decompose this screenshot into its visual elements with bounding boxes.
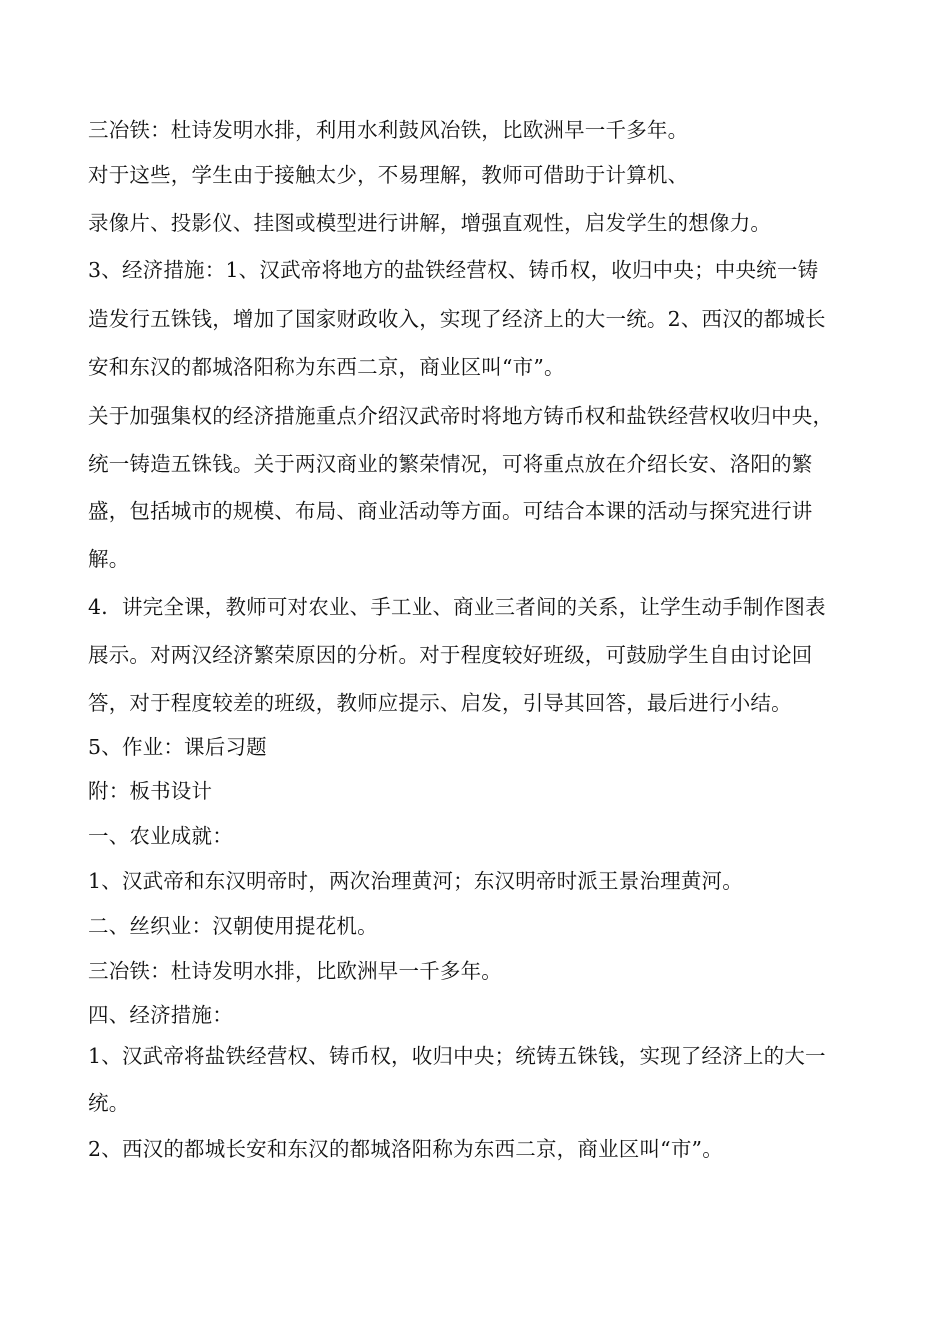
text-line: 5、作业：课后习题 [88, 735, 267, 759]
text-line: 统。 [88, 1091, 130, 1115]
text-line: 关于加强集权的经济措施重点介绍汉武帝时将地方铸币权和盐铁经营权收归中央， [88, 404, 834, 428]
text-line: 1、汉武帝和东汉明帝时，两次治理黄河；东汉明帝时派王景治理黄河。 [88, 869, 743, 893]
text-line: 三冶铁：杜诗发明水排，利用水利鼓风冶铁，比欧洲早一千多年。 [88, 118, 689, 142]
text-line: 二、丝织业：汉朝使用提花机。 [88, 914, 378, 938]
text-line: 4．讲完全课，教师可对农业、手工业、商业三者间的关系，让学生动手制作图表 [88, 595, 826, 619]
text-line: 安和东汉的都城洛阳称为东西二京，商业区叫“市”。 [88, 355, 565, 379]
text-line: 3、经济措施：1、汉武帝将地方的盐铁经营权、铸币权，收归中央；中央统一铸 [88, 258, 819, 282]
text-line: 解。 [88, 547, 130, 571]
text-line: 四、经济措施： [88, 1003, 233, 1027]
text-line: 附：板书设计 [88, 779, 213, 803]
text-line: 答，对于程度较差的班级，教师应提示、启发，引导其回答，最后进行小结。 [88, 691, 792, 715]
text-line: 对于这些，学生由于接触太少，不易理解，教师可借助于计算机、 [88, 163, 689, 187]
text-line: 统一铸造五铢钱。关于两汉商业的繁荣情况，可将重点放在介绍长安、洛阳的繁 [88, 452, 813, 476]
text-line: 造发行五铢钱，增加了国家财政收入，实现了经济上的大一统。2、西汉的都城长 [88, 307, 826, 331]
text-line: 盛，包括城市的规模、布局、商业活动等方面。可结合本课的活动与探究进行讲 [88, 499, 813, 523]
text-line: 三冶铁：杜诗发明水排，比欧洲早一千多年。 [88, 959, 502, 983]
text-line: 2、西汉的都城长安和东汉的都城洛阳称为东西二京，商业区叫“市”。 [88, 1137, 723, 1161]
text-line: 录像片、投影仪、挂图或模型进行讲解，增强直观性，启发学生的想像力。 [88, 211, 772, 235]
text-line: 1、汉武帝将盐铁经营权、铸币权，收归中央；统铸五铢钱，实现了经济上的大一 [88, 1044, 826, 1068]
text-line: 一、农业成就： [88, 824, 233, 848]
text-line: 展示。对两汉经济繁荣原因的分析。对于程度较好班级，可鼓励学生自由讨论回 [88, 643, 813, 667]
